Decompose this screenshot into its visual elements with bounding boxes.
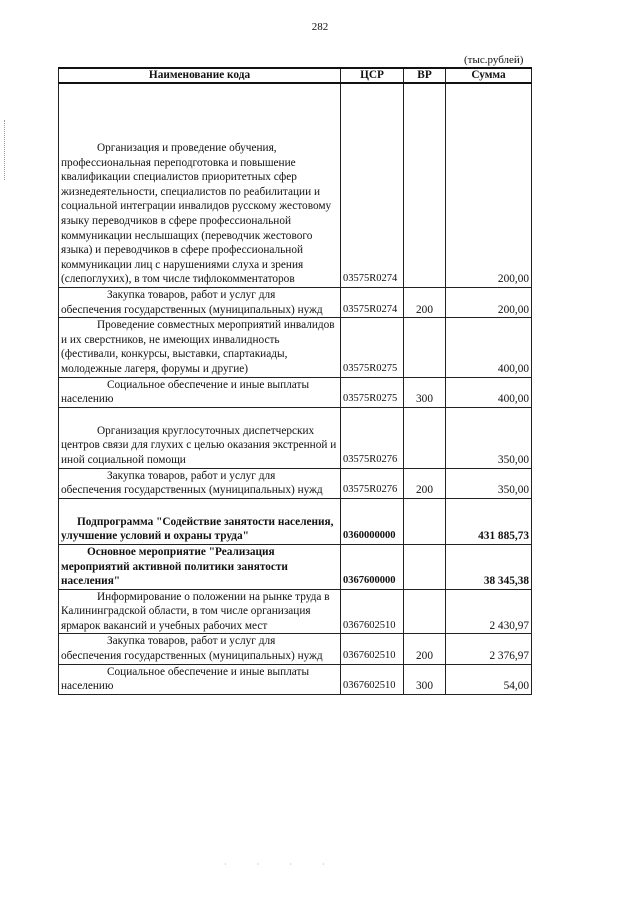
row-name: Закупка товаров, работ и услуг для обеспечения государственных (муниципальных) нужд	[59, 634, 341, 664]
units-label: (тыс.рублей)	[464, 54, 524, 66]
row-sum: 350,00	[446, 468, 532, 498]
row-csr: 0367602510	[341, 589, 404, 634]
row-vr	[404, 589, 446, 634]
row-csr: 03575R0274	[341, 288, 404, 318]
row-csr: 03575R0275	[341, 318, 404, 377]
row-sum: 431 885,73	[446, 498, 532, 544]
row-name: Организация и проведение обучения, профессиональная переподготовка и повышение квалификации специалистов приоритетных сфер жизнедеятельности, специалистов по реабилитации и социальной интеграции инвалидов русскому жестовому языку переводчиков в сфере профессиональной коммуникации неслышащих (переводчик жестового языка) и переводчиков в сфере профессиональной коммуникации лиц с нарушениями слуха и зрения (слепоглухих), в том числе тифлокомментаторов	[59, 83, 341, 288]
row-name: Закупка товаров, работ и услуг для обеспечения государственных (муниципальных) нужд	[59, 288, 341, 318]
row-csr: 0367600000	[341, 544, 404, 589]
table-row	[59, 377, 532, 407]
header-sum: Сумма	[446, 68, 532, 83]
row-vr	[404, 83, 446, 288]
row-vr: 200	[404, 468, 446, 498]
row-sum: 400,00	[446, 318, 532, 377]
table-row	[59, 589, 532, 634]
row-name: Социальное обеспечение и иные выплаты населению	[59, 377, 341, 407]
row-vr: 300	[404, 377, 446, 407]
row-csr: 03575R0276	[341, 407, 404, 468]
header-vr: ВР	[404, 68, 446, 83]
row-csr: 03575R0274	[341, 83, 404, 288]
row-name: Организация круглосуточных диспетчерских центров связи для глухих с целью оказания экстренной и иной социальной помощи	[59, 407, 341, 468]
table-row	[59, 634, 532, 664]
row-name: Социальное обеспечение и иные выплаты населению	[59, 664, 341, 694]
header-csr: ЦСР	[341, 68, 404, 83]
row-sum: 200,00	[446, 288, 532, 318]
page-number: 282	[311, 21, 329, 33]
row-sum: 2 376,97	[446, 634, 532, 664]
table-row	[59, 664, 532, 694]
row-vr: 200	[404, 634, 446, 664]
table-row	[59, 318, 532, 377]
row-sum: 400,00	[446, 377, 532, 407]
row-vr	[404, 318, 446, 377]
header-name: Наименование кода	[59, 68, 341, 83]
row-sum: 350,00	[446, 407, 532, 468]
row-name: Подпрограмма "Содействие занятости населения, улучшение условий и охраны труда"	[59, 498, 341, 544]
row-name: Закупка товаров, работ и услуг для обеспечения государственных (муниципальных) нужд	[59, 468, 341, 498]
row-csr: 0360000000	[341, 498, 404, 544]
table-row	[59, 498, 532, 544]
row-sum: 38 345,38	[446, 544, 532, 589]
row-vr: 300	[404, 664, 446, 694]
row-name: Основное мероприятие "Реализация мероприятий активной политики занятости населения"	[59, 544, 341, 589]
row-name: Информирование о положении на рынке труда в Калининградской области, в том числе организация ярмарок вакансий и учебных рабочих мест	[59, 589, 341, 634]
scan-footer-dots: · · · ·	[224, 860, 339, 869]
row-csr: 0367602510	[341, 634, 404, 664]
row-vr	[404, 498, 446, 544]
row-csr: 03575R0276	[341, 468, 404, 498]
table-row	[59, 407, 532, 468]
row-vr: 200	[404, 288, 446, 318]
row-csr: 03575R0275	[341, 377, 404, 407]
row-sum: 200,00	[446, 83, 532, 288]
table-row	[59, 83, 532, 288]
row-vr	[404, 544, 446, 589]
row-name: Проведение совместных мероприятий инвалидов и их сверстников, не имеющих инвалидность (фестивали, конкурсы, выставки, спартакиады, молодежные лагеря, форумы и другие)	[59, 318, 341, 377]
table-row	[59, 544, 532, 589]
row-vr	[404, 407, 446, 468]
row-sum: 2 430,97	[446, 589, 532, 634]
scan-margin-marks	[4, 120, 7, 180]
row-csr: 0367602510	[341, 664, 404, 694]
table-header-row	[59, 68, 532, 83]
row-sum: 54,00	[446, 664, 532, 694]
table-row	[59, 288, 532, 318]
table-row	[59, 468, 532, 498]
budget-table	[58, 67, 532, 695]
